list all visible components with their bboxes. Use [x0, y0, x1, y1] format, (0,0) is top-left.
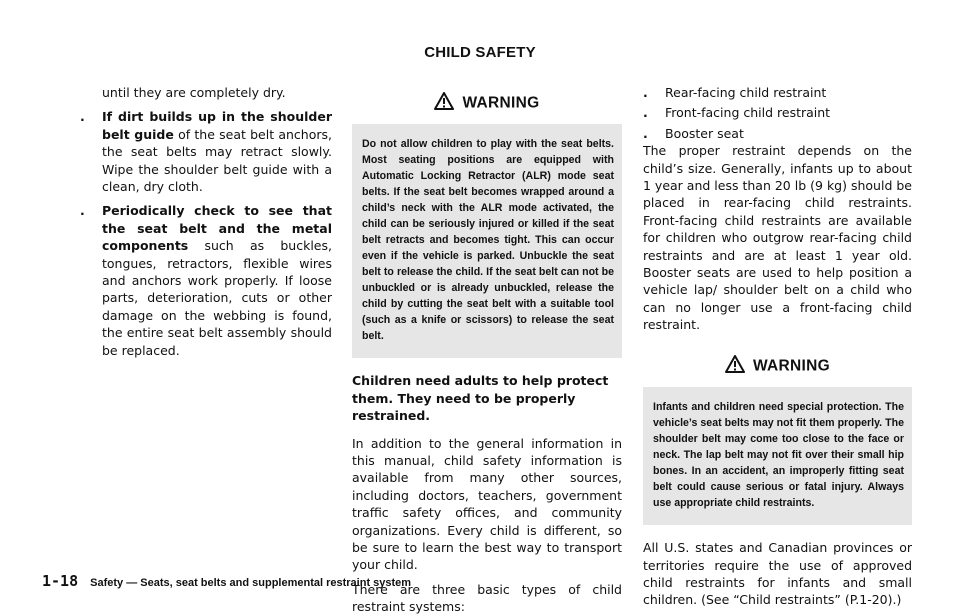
- warning-text: Infants and children need special protection. The vehicle’s seat belts may not fit them properly. The shoulder belt may come too close to the face or neck. The lap belt may not fit over their small hip bones. In an accident, an improperly fitting seat belt could cause serious or fatal injury. Always use appropriate child restraints.: [653, 401, 904, 510]
- page-footer: [42, 571, 411, 590]
- list-item: [643, 104, 912, 121]
- column-middle: [352, 84, 622, 616]
- list-item: [643, 84, 912, 101]
- bullet-bold-text: If dirt builds up in the shoulder belt guide: [102, 109, 332, 142]
- list-item: [643, 125, 912, 142]
- list-item-text: Booster seat: [665, 125, 744, 141]
- column-right: [643, 84, 912, 609]
- bullet-text: of the seat belt anchors, the seat belts may retract slowly. Wipe the shoulder belt guide with a clean, dry cloth.: [102, 126, 332, 195]
- paragraph-general-info: In addition to the general information in this manual, child safety information is available from many other sources, including doctors, teachers, government traffic safety offices, and community organizations. Every child is different, so be sure to learn the best way to transport your child.: [352, 435, 622, 573]
- warning-box-special-protection: [643, 347, 912, 525]
- bullet-marker: .: [80, 203, 85, 219]
- warning-triangle-icon: [434, 92, 454, 114]
- bullet-text: such as buckles, tongues, retractors, flexible wires and anchors work properly. If loose parts, deterioration, cuts or other damage on the webbing is found, the entire seat belt assembly should be replaced.: [102, 238, 332, 358]
- column-left: [80, 84, 332, 359]
- paragraph-state-requirements: All U.S. states and Canadian provinces or territories require the use of approved child restraints for infants and small children. (See “Child restraints” (P.1-20).): [643, 540, 912, 608]
- bullet-shoulder-belt-guide: [80, 108, 332, 195]
- bullet-marker: .: [643, 125, 648, 141]
- warning-header: [352, 84, 622, 124]
- bullet-bold-text: Periodically check to see that the seat belt and the metal components: [102, 203, 332, 254]
- section-subheading: Children need adults to help protect them. They need to be properly restrained.: [352, 373, 609, 424]
- warning-text: Do not allow children to play with the seat belts. Most seating positions are equipped with Automatic Locking Retractor (ALR) mode seat belts. If the seat belt becomes wrapped around a child’s neck with the ALR mode activated, the child can be seriously injured or killed if the seat belt retracts and becomes tight. This can occur even if the vehicle is parked. Unbuckle the seat belt to release the child. If the seat belt can not be unbuckled or is already unbuckled, release the child by cutting the seat belt with a suitable tool (such as a knife or scissors) to release the seat belt.: [362, 138, 614, 343]
- list-item-text: Rear-facing child restraint: [665, 85, 827, 100]
- paragraph-restraint-types: There are three basic types of child restraint systems:: [352, 581, 622, 615]
- warning-box-seat-belts: [352, 84, 622, 358]
- warning-label: WARNING: [752, 357, 830, 375]
- continued-text: until they are completely dry.: [102, 85, 286, 100]
- bullet-marker: .: [643, 85, 648, 100]
- list-item-text: Front-facing child restraint: [665, 105, 831, 121]
- warning-header: [643, 347, 912, 387]
- bullet-periodic-check: [80, 202, 332, 359]
- paragraph-proper-restraint: The proper restraint depends on the child’s size. Generally, infants up to about 1 year and less than 20 lb (9 kg) should be placed in rear-facing child restraints. Front-facing child restraints are available for children who outgrow rear-facing child restraints and are at least 1 year old. Booster seats are used to help position a vehicle lap/ shoulder belt on a child who can no longer use a front-facing child restraint.: [643, 143, 912, 333]
- bullet-marker: .: [80, 109, 85, 125]
- page-number: 1-18: [42, 572, 79, 590]
- warning-label: WARNING: [462, 94, 540, 112]
- bullet-marker: .: [643, 105, 648, 121]
- warning-triangle-icon: [725, 355, 745, 377]
- page-header-title: CHILD SAFETY: [424, 44, 536, 61]
- footer-section-title: Safety — Seats, seat belts and supplemental restraint system: [90, 577, 412, 589]
